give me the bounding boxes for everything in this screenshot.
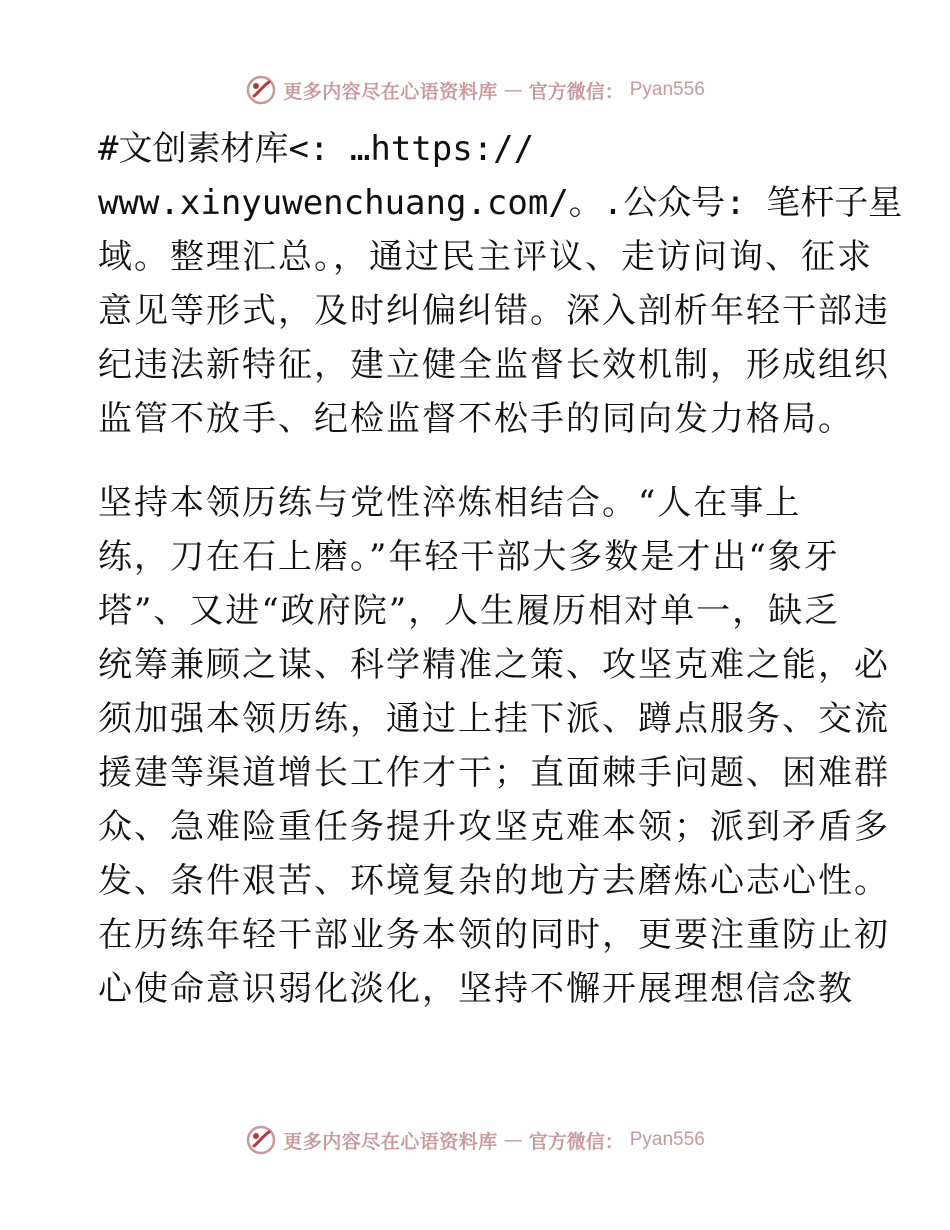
header-dash: — <box>503 79 523 101</box>
text-line: 发、条件艰苦、环境复杂的地方去磨炼心志心性。 <box>98 861 890 901</box>
text-line: 塔”、又进“政府院”，人生履历相对单一，缺乏 <box>98 591 841 631</box>
paragraph-spacer <box>98 446 858 476</box>
text-line: 坚持本领历练与党性淬炼相结合。“人在事上 <box>98 483 802 523</box>
footer-wechat-id: Pyan556 <box>629 1129 705 1150</box>
text-line: 须加强本领历练，通过上挂下派、蹲点服务、交流 <box>98 699 890 739</box>
footer-dash: — <box>503 1129 523 1151</box>
header-brand-text: 更多内容尽在心语资料库 <box>283 80 498 103</box>
footer-wechat-label: 官方微信： <box>528 1130 624 1153</box>
text-line: 心使命意识弱化淡化，坚持不懈开展理想信念教 <box>98 969 854 1009</box>
brand-logo-icon <box>245 1124 277 1156</box>
paragraph-2 <box>98 476 890 1016</box>
text-line: 援建等渠道增长工作才干；直面棘手问题、困难群 <box>98 753 890 793</box>
text-line: 域。整理汇总。，通过民主评议、走访问询、征求 <box>98 237 873 277</box>
text-line: 众、急难险重任务提升攻坚克难本领；派到矛盾多 <box>98 807 890 847</box>
text-line: #文创素材库<: …https:// <box>98 129 535 169</box>
footer-watermark <box>0 1120 950 1160</box>
text-line: 练，刀在石上磨。”年轻干部大多数是才出“象牙 <box>98 537 840 577</box>
text-line: 统筹兼顾之谋、科学精准之策、攻坚克难之能，必 <box>98 645 890 685</box>
text-line: www.xinyuwenchuang.com/。.公众号: 笔杆子星 <box>98 183 903 223</box>
document-body <box>98 122 903 1016</box>
text-line: 纪违法新特征，建立健全监督长效机制，形成组织 <box>98 345 890 385</box>
paragraph-1 <box>98 122 903 446</box>
footer-brand-text: 更多内容尽在心语资料库 <box>283 1130 498 1153</box>
header-wechat-label: 官方微信： <box>528 80 624 103</box>
text-line: 监管不放手、纪检监督不松手的同向发力格局。 <box>98 399 854 439</box>
text-line: 意见等形式，及时纠偏纠错。深入剖析年轻干部违 <box>98 291 890 331</box>
brand-logo-icon <box>245 74 277 106</box>
text-line: 在历练年轻干部业务本领的同时，更要注重防止初 <box>98 915 890 955</box>
header-watermark <box>0 70 950 110</box>
header-wechat-id: Pyan556 <box>629 79 705 100</box>
